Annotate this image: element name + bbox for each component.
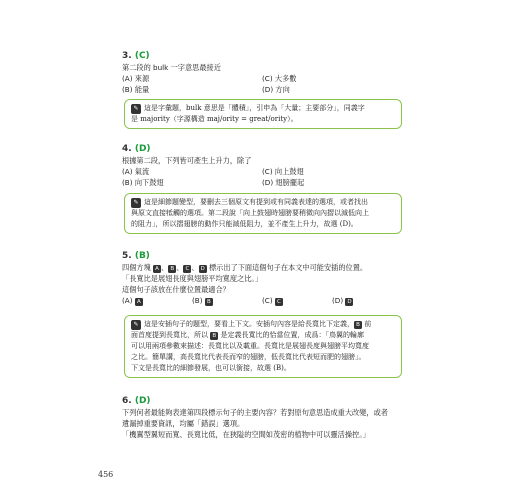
question-number: 6. [122, 396, 132, 406]
option-b: (B) 向下鼓翅 [122, 178, 164, 187]
quoted-sentence: 「機翼型翼短而寬、長寬比低，在狹隘的空間如茂密的植物中可以靈活操控。」 [122, 430, 370, 439]
option-d: (D) 翅膀擺起 [262, 178, 305, 187]
question-4-header [122, 143, 412, 155]
question-prompt: 這個句子該放在什麼位置最適合？ [122, 285, 230, 294]
option-c: (C) C [262, 295, 332, 306]
marker-b: B [205, 298, 213, 306]
option-a: (A) 來源 [122, 74, 150, 83]
answer-label: (D) [134, 144, 151, 154]
explanation-line: 可以用兩項參數來描述：長寬比以及載重。長寬比是展翅長度與翅膀平均寬度 [131, 342, 369, 350]
explanation-line: 面首度提到長寬比，所以 [131, 331, 208, 339]
pencil-icon: ✎ [131, 320, 141, 330]
page-number: 456 [98, 470, 114, 479]
explanation-box-4 [124, 193, 402, 234]
question-stem: 第二段的 bulk 一字意思最接近 [122, 63, 221, 72]
explanation-line: 的阻力」，所以摺翅膀的動作只能減低阻力，並不產生上升力，故選 (D)。 [131, 220, 358, 228]
option-a: (A) 氣流 [122, 167, 150, 176]
marker-b: B [168, 265, 176, 273]
question-stem: 下列何者最能夠表達第四段標示句子的主要內容？若對原句意思造成重大改變，或者 [122, 408, 388, 417]
explanation-line: 這是安插句子的題型，要看上下文。安插句內容是給長寬比下定義， [144, 320, 354, 328]
question-6 [122, 395, 422, 440]
explanation-line: 與原文直接牴觸的選項。第二段說「向上鼓翅時翅膀要稍微向內摺以減低向上 [131, 209, 369, 217]
explanation-box-5 [124, 315, 402, 378]
marker-a: A [135, 298, 143, 306]
answer-label: (D) [134, 396, 151, 406]
explanation-line: 這是細節題變型，要刪去三個原文有提到或有同義表達的選項，或者找出 [144, 198, 368, 206]
question-number: 4. [122, 144, 132, 154]
pencil-icon: ✎ [131, 198, 141, 208]
answer-label: (B) [134, 251, 150, 261]
marker-b: B [354, 321, 362, 329]
options-grid [122, 295, 412, 306]
question-stem: 根據第二段，下列皆可產生上升力，除了 [122, 156, 252, 165]
explanation-line: 下文是長寬比的細節發展，也可以銜接，故選 (B)。 [131, 364, 291, 372]
marker-d: D [200, 266, 205, 272]
explanation-line: 這是字彙題，bulk 意思是「體積」，引申為「大量；主要部分」，同義字 [144, 104, 365, 112]
marker-d: D [347, 299, 352, 305]
marker-c: C [275, 298, 283, 306]
options-grid [122, 73, 412, 95]
question-5-header [122, 250, 412, 262]
explanation-line: 是 majority（字源構造 maj/ority = great/ority）。 [131, 115, 298, 123]
explanation-box-3 [124, 99, 402, 129]
option-c: (C) 大多數 [262, 74, 297, 83]
marker-a: A [153, 265, 161, 273]
question-4 [122, 143, 412, 188]
pencil-icon: ✎ [131, 104, 141, 114]
explanation-line: 是定義長寬比的恰當位置，成爲：「鳥翼的輪廓 [220, 331, 364, 339]
option-c: (C) 向上鼓翅 [262, 167, 304, 176]
question-3-header [122, 50, 412, 62]
answer-label: (C) [134, 51, 150, 61]
quoted-sentence: 「長寬比是展翅長度與翅膀平均寬度之比。」 [122, 274, 263, 283]
marker-b: B [210, 332, 218, 340]
question-stem: 四個方塊 A 、 B 、 C 、 D 標示出了下面這個句子在本文中可能安插的位置。 [122, 263, 368, 272]
question-number: 5. [122, 251, 132, 261]
options-grid [122, 166, 412, 188]
question-number: 3. [122, 51, 132, 61]
option-d: (D) D [332, 296, 352, 305]
explanation-line: 前 [364, 320, 372, 328]
option-a: (A) A [122, 295, 192, 306]
question-6-header [122, 395, 422, 407]
stem-text: 標示出了下面這個句子在本文中可能安插的位置。 [208, 263, 368, 272]
question-stem: 遺漏掉重要資訊，均屬「錯誤」選項。 [122, 419, 245, 428]
marker-c: C [183, 265, 191, 273]
option-d: (D) 方向 [262, 85, 290, 94]
option-b: (B) 能量 [122, 85, 150, 94]
explanation-line: 之比。簡單講，高長寬比代表長而窄的翅膀，低長寬比代表短而肥的翅膀」。 [131, 353, 366, 361]
question-5 [122, 250, 412, 306]
stem-text: 四個方塊 [122, 263, 151, 272]
option-b: (B) B [192, 295, 262, 306]
question-3 [122, 50, 412, 95]
